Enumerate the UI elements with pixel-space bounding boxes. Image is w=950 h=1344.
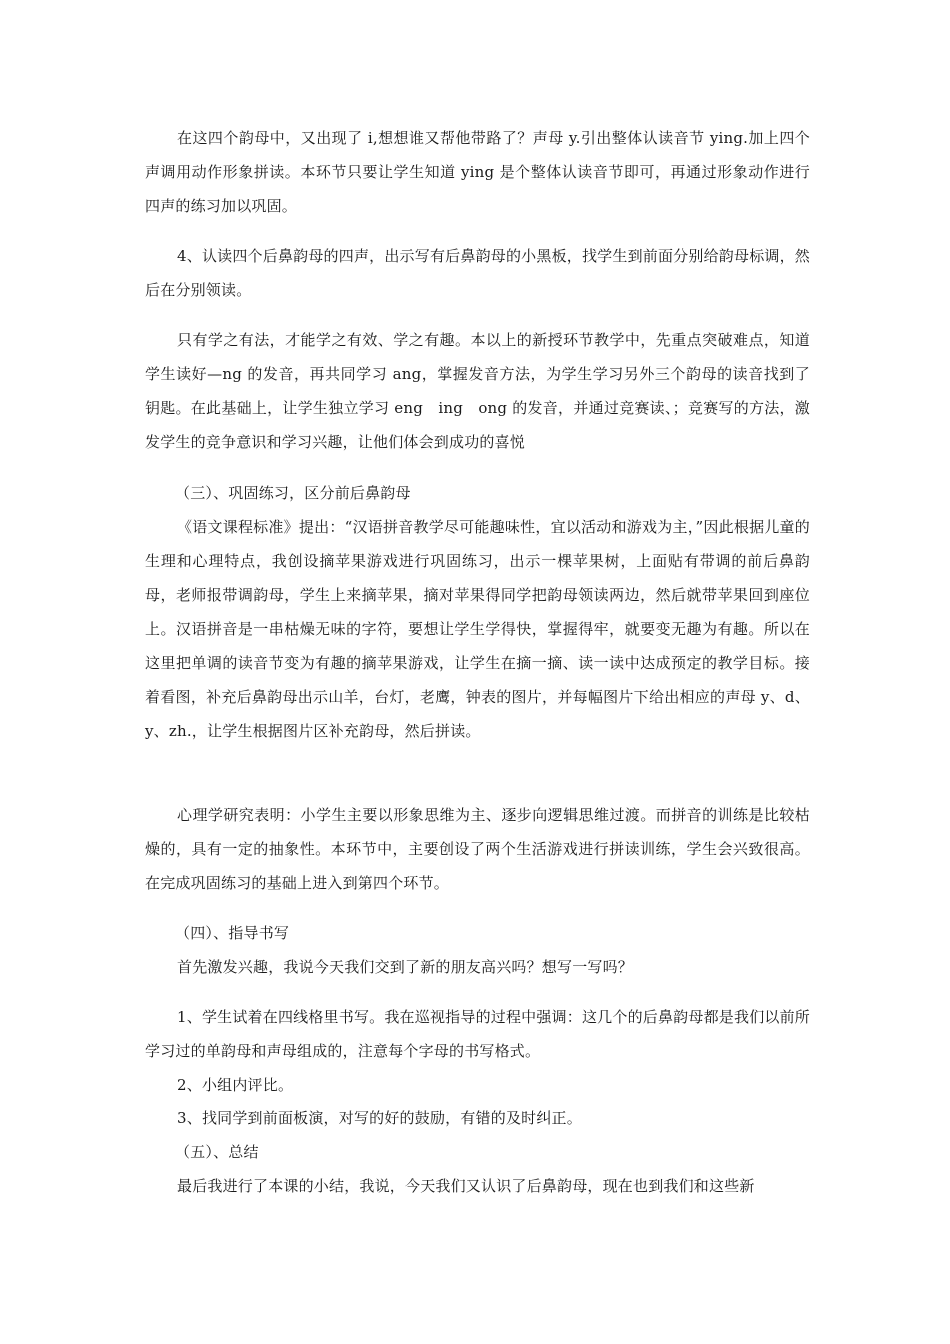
paragraph-group-review: 2、小组内评比。 bbox=[177, 1076, 294, 1094]
paragraph-curriculum-standard: 《语文课程标准》提出：“汉语拼音教学尽可能趣味性，宜以活动和游戏为主，”因此根据儿童的生理和心理特点，我创设摘苹果游戏进行巩固练习，出示一棵苹果树，上面贴有带调的前后鼻韵母，老师报带调韵母，学生上来摘苹果，摘对苹果得同学把韵母领读两边，然后就带苹果回到座位上。汉语拼音是一串枯燥无味的字符，要想让学生学得快，掌握得牢，就要变无趣为有趣。所以在这里把单调的读音节变为有趣的摘苹果游戏，让学生在摘一摘、读一读中达成预定的教学目标。接着看图，补充后鼻韵母出示山羊，台灯，老鹰，钟表的图片，并每幅图片下给出相应的声母 y、d、y、zh.，让学生根据图片区补充韵母，然后拼读。 bbox=[145, 518, 810, 740]
paragraph-summary: 最后我进行了本课的小结，我说，今天我们又认识了后鼻韵母，现在也到我们和这些新 bbox=[177, 1177, 755, 1195]
section-heading-4: （四）、指导书写 bbox=[175, 924, 290, 942]
paragraph-psychology: 心理学研究表明：小学生主要以形象思维为主、逐步向逻辑思维过渡。而拼音的训练是比较枯燥的，具有一定的抽象性。本环节中，主要创设了两个生活游戏进行拼读训练，学生会兴致很高。在完成巩固练习的基础上进入到第四个环节。 bbox=[145, 806, 810, 892]
paragraph-learning-method: 只有学之有法，才能学之有效、学之有趣。本以上的新授环节教学中，先重点突破难点，知道学生读好—ng 的发音，再共同学习 ang，掌握发音方法，为学生学习另外三个韵母的读音找到了钥匙。在此基础上，让学生独立学习 eng ing ong 的发音，并通过竞赛读、；竞赛写的方法，激发学生的竞争意识和学习兴趣，让他们体会到成功的喜悦 bbox=[145, 331, 810, 451]
section-heading-3: （三）、巩固练习，区分前后鼻韵母 bbox=[175, 484, 411, 502]
paragraph-four-tones: 4、认读四个后鼻韵母的四声，出示写有后鼻韵母的小黑板，找学生到前面分别给韵母标调，然后在分别领读。 bbox=[145, 247, 810, 299]
paragraph-ying-syllable: 在这四个韵母中，又出现了 i,想想谁又帮他带路了？声母 y.引出整体认读音节 ying.加上四个声调用动作形象拼读。本环节只要让学生知道 ying 是个整体认读音节即可，再通过形象动作进行四声的练习加以巩固。 bbox=[145, 129, 810, 215]
paragraph-writing-practice: 1、学生试着在四线格里书写。我在巡视指导的过程中强调：这几个的后鼻韵母都是我们以前所学习过的单韵母和声母组成的，注意每个字母的书写格式。 bbox=[145, 1008, 810, 1060]
section-heading-5: （五）、总结 bbox=[175, 1143, 259, 1161]
paragraph-interest: 首先激发兴趣，我说今天我们交到了新的朋友高兴吗？想写一写吗？ bbox=[177, 958, 634, 976]
paragraph-board-demo: 3、找同学到前面板演，对写的好的鼓励，有错的及时纠正。 bbox=[177, 1109, 582, 1127]
